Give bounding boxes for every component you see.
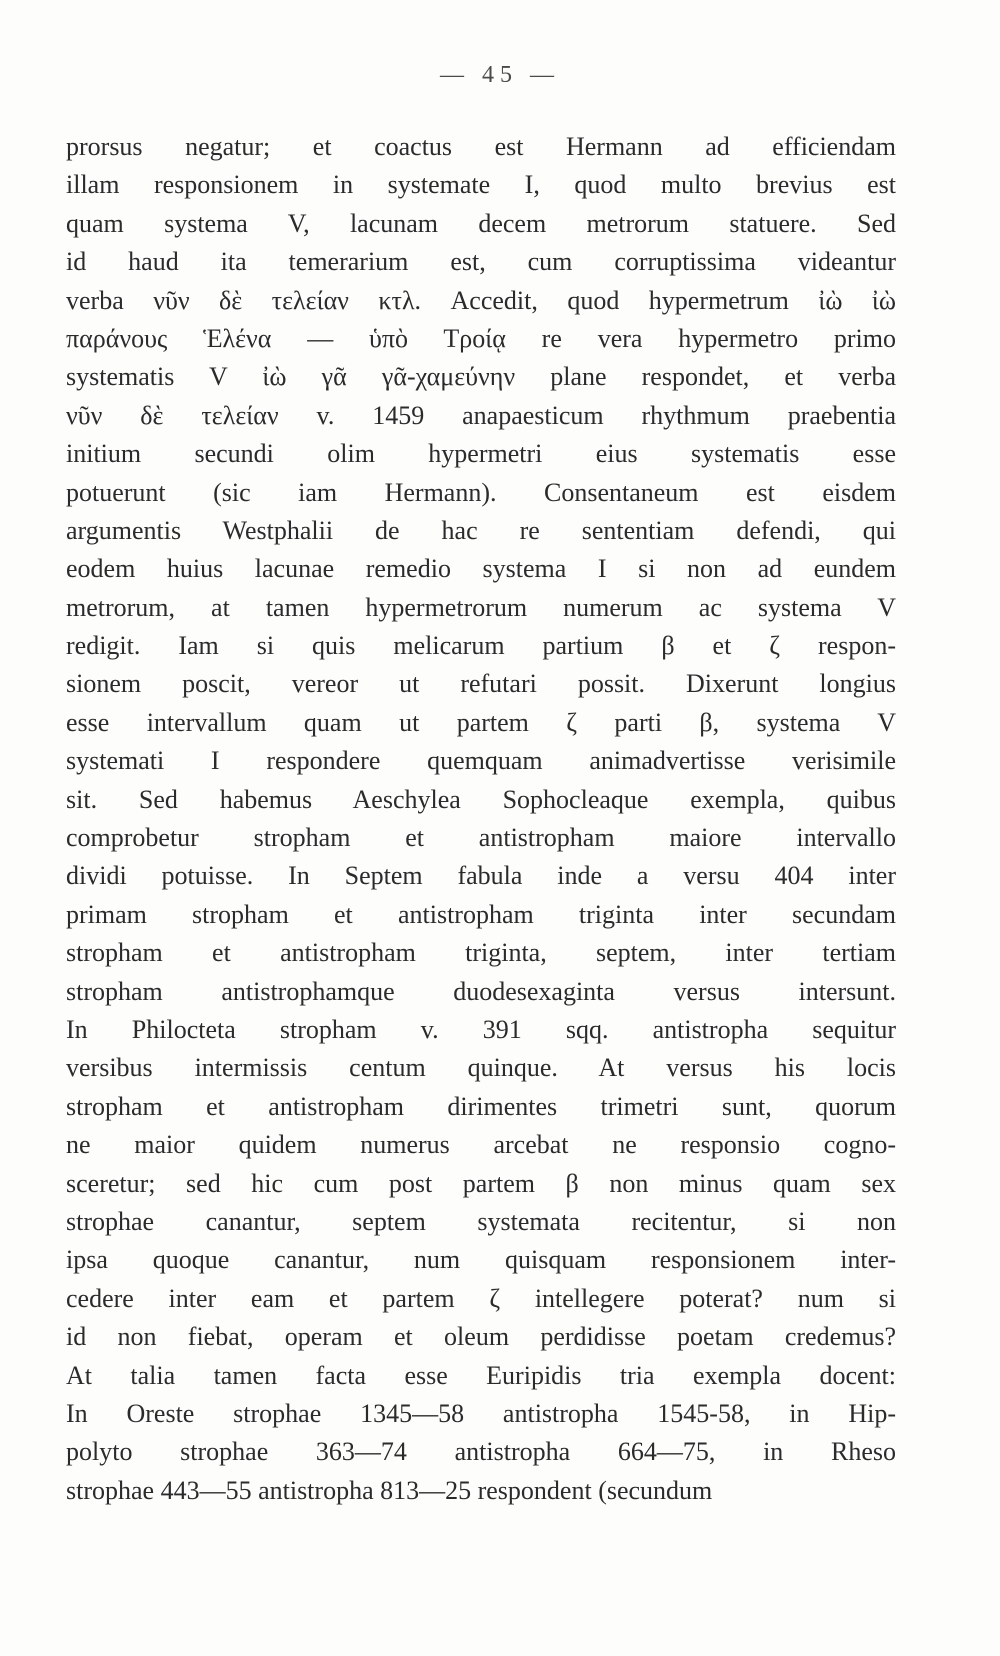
text-line-33: At talia tamen facta esse Euripidis tria exempla docent: — [66, 1360, 896, 1390]
text-line-27: ne maior quidem numerus arcebat ne responsio cogno- — [66, 1130, 896, 1160]
text-line-14: redigit. Iam si quis melicarum partium β et ζ respon- — [66, 631, 896, 661]
text-line-1: prorsus negatur; et coactus est Hermann ad efficiendam — [66, 132, 896, 161]
text-line-4: id haud ita temerarium est, cum corruptissima videantur — [66, 247, 896, 277]
text-line-30: ipsa quoque canantur, num quisquam responsionem inter- — [66, 1245, 896, 1275]
text-line-17: systemati I respondere quemquam animadvertisse verisimile — [66, 746, 896, 776]
body-text — [66, 128, 896, 1510]
text-line-23: stropham antistrophamque duodesexaginta versus intersunt. — [66, 976, 896, 1006]
text-line-24: In Philocteta stropham v. 391 sqq. antistropha sequitur — [66, 1014, 896, 1044]
text-line-19: comprobetur stropham et antistropham maiore intervallo — [66, 823, 896, 853]
text-line-32: id non fiebat, operam et oleum perdidisse poetam credemus? — [66, 1322, 896, 1352]
text-line-15: sionem poscit, vereor ut refutari possit. Dixerunt longius — [66, 669, 896, 699]
text-line-34: In Oreste strophae 1345—58 antistropha 1545-58, in Hip- — [66, 1398, 896, 1428]
text-line-8: νῦν δὲ τελείαν v. 1459 anapaesticum rhythmum praebentia — [66, 400, 896, 430]
text-line-6: παράνους Ἑλένα — ὑπὸ Τροίᾳ re vera hypermetro primo — [66, 323, 896, 353]
text-line-26: stropham et antistropham dirimentes trimetri sunt, quorum — [66, 1091, 896, 1121]
text-line-25: versibus intermissis centum quinque. At versus his locis — [66, 1053, 896, 1083]
text-line-3: quam systema V, lacunam decem metrorum statuere. Sed — [66, 208, 896, 238]
text-line-20: dividi potuisse. In Septem fabula inde a versu 404 inter — [66, 861, 896, 891]
text-line-35: polyto strophae 363—74 antistropha 664—75, in Rheso — [66, 1437, 896, 1467]
page-number: — 45 — — [440, 62, 560, 88]
text-line-29: strophae canantur, septem systemata recitentur, si non — [66, 1206, 896, 1236]
text-line-36: strophae 443—55 antistropha 813—25 respondent (secundum — [66, 1475, 713, 1505]
text-line-22: stropham et antistropham triginta, septem, inter tertiam — [66, 938, 896, 968]
text-line-2: illam responsionem in systemate I, quod multo brevius est — [66, 170, 896, 200]
text-line-21: primam stropham et antistropham triginta inter secundam — [66, 899, 896, 929]
text-line-16: esse intervallum quam ut partem ζ parti β, systema V — [66, 707, 896, 737]
text-line-7: systematis V ἰὼ γᾶ γᾶ-χαμεύνην plane respondet, et verba — [66, 362, 896, 392]
text-line-10: potuerunt (sic iam Hermann). Consentaneum est eisdem — [66, 477, 896, 507]
text-line-18: sit. Sed habemus Aeschylea Sophocleaque exempla, quibus — [66, 784, 896, 814]
text-line-11: argumentis Westphalii de hac re sententiam defendi, qui — [66, 515, 896, 545]
text-line-9: initium secundi olim hypermetri eius systematis esse — [66, 439, 896, 469]
text-line-12: eodem huius lacunae remedio systema I si non ad eundem — [66, 554, 896, 584]
text-line-31: cedere inter eam et partem ζ intellegere poterat? num si — [66, 1283, 896, 1313]
text-line-28: sceretur; sed hic cum post partem β non minus quam sex — [66, 1168, 896, 1198]
text-line-13: metrorum, at tamen hypermetrorum numerum ac systema V — [66, 592, 896, 622]
text-line-5: verba νῦν δὲ τελείαν κτλ. Accedit, quod hypermetrum ἰὼ ἰὼ — [66, 285, 896, 315]
